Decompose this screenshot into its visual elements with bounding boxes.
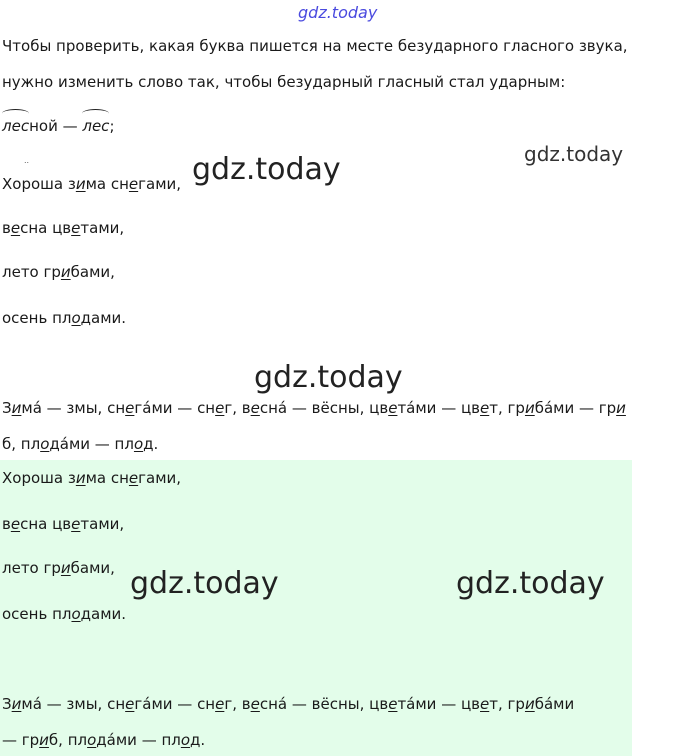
- example-end: ;: [109, 117, 115, 135]
- text-segment: ма́ — змы, сн: [21, 399, 126, 417]
- orthogram-letter: о: [133, 435, 144, 453]
- text-segment: г, в: [224, 399, 251, 417]
- orthogram-letter: о: [71, 309, 81, 327]
- text-segment: З: [2, 695, 12, 713]
- watermark-3: gdz.today: [254, 360, 403, 395]
- orthogram-letter: и: [60, 559, 71, 577]
- text-segment: б, пл: [48, 731, 88, 749]
- text-segment: ба́ми: [534, 695, 575, 713]
- orthogram-letter: и: [524, 695, 535, 713]
- intro-line-1: Чтобы проверить, какая буква пишется на месте безударного гласного звука,: [2, 37, 628, 55]
- text-segment: дами.: [80, 605, 127, 623]
- text-segment: Хороша з: [2, 469, 76, 487]
- intro-line-2: нужно изменить слово так, чтобы безударный гласный стал ударным:: [2, 73, 566, 91]
- orthogram-letter: е: [250, 399, 260, 417]
- poem-line-4: [2, 308, 126, 328]
- text-segment: га́ми — сн: [134, 399, 216, 417]
- poem2-line-2: [2, 514, 124, 534]
- text-segment: ма́ — змы, сн: [21, 695, 126, 713]
- root-mark-2: лес: [82, 117, 110, 135]
- orthogram-letter: е: [10, 515, 21, 533]
- text-segment: т, гр: [489, 695, 525, 713]
- answer2-line-1: [2, 694, 574, 714]
- text-segment: осень пл: [2, 309, 72, 327]
- orthogram-letter: и: [616, 399, 626, 417]
- orthogram-letter: и: [75, 175, 86, 193]
- text-segment: ба́ми — гр: [534, 399, 617, 417]
- root-mark-1: лес: [2, 117, 30, 135]
- answer-line-2: [2, 434, 158, 454]
- orthogram-letter: е: [71, 515, 81, 533]
- example-line: [2, 116, 115, 136]
- orthogram-letter: и: [11, 399, 22, 417]
- orthogram-letter: и: [75, 469, 86, 487]
- poem2-line-3: [2, 558, 115, 578]
- poem-line-2: [2, 218, 124, 238]
- text-segment: сна цв: [20, 515, 72, 533]
- watermark-top: gdz.today: [298, 3, 378, 22]
- orthogram-letter: о: [87, 731, 97, 749]
- text-segment: гами,: [138, 175, 182, 193]
- text-segment: та́ми — цв: [397, 399, 481, 417]
- answer-line-1: [2, 398, 626, 418]
- orthogram-letter: о: [180, 731, 191, 749]
- orthogram-letter: е: [250, 695, 260, 713]
- orthogram-letter: е: [388, 695, 398, 713]
- text-segment: д.: [190, 731, 206, 749]
- orthogram-letter: е: [480, 695, 490, 713]
- dots: ..: [24, 156, 30, 165]
- text-segment: лето гр: [2, 559, 61, 577]
- orthogram-letter: е: [125, 695, 135, 713]
- text-segment: тами,: [80, 219, 125, 237]
- watermark-5: gdz.today: [456, 566, 605, 601]
- poem-line-3: [2, 262, 115, 282]
- text-segment: д.: [143, 435, 159, 453]
- orthogram-letter: е: [480, 399, 490, 417]
- text-segment: З: [2, 399, 12, 417]
- text-segment: ма сн: [85, 469, 129, 487]
- orthogram-letter: и: [39, 731, 49, 749]
- text-segment: та́ми — цв: [397, 695, 481, 713]
- orthogram-letter: е: [215, 695, 225, 713]
- text-segment: сна цв: [20, 219, 72, 237]
- text-segment: б, пл: [2, 435, 41, 453]
- text-segment: тами,: [80, 515, 125, 533]
- poem2-line-1: [2, 468, 181, 488]
- text-segment: да́ми — пл: [96, 731, 181, 749]
- text-segment: т, гр: [489, 399, 525, 417]
- poem-line-1: [2, 174, 181, 194]
- text-segment: осень пл: [2, 605, 72, 623]
- answer2-line-2: [2, 730, 205, 750]
- text-segment: гами,: [138, 469, 182, 487]
- example-text: ной —: [29, 117, 83, 135]
- text-segment: г, в: [224, 695, 251, 713]
- text-segment: лето гр: [2, 263, 61, 281]
- orthogram-letter: и: [11, 695, 22, 713]
- text-segment: бами,: [70, 559, 115, 577]
- orthogram-letter: е: [128, 469, 139, 487]
- orthogram-letter: и: [60, 263, 71, 281]
- text-segment: бами,: [70, 263, 115, 281]
- orthogram-letter: е: [10, 219, 21, 237]
- poem2-line-4: [2, 604, 126, 624]
- text-segment: в: [2, 515, 11, 533]
- orthogram-letter: е: [125, 399, 135, 417]
- text-segment: да́ми — пл: [49, 435, 134, 453]
- text-segment: — гр: [2, 731, 40, 749]
- watermark-2: gdz.today: [192, 152, 341, 187]
- watermark-4: gdz.today: [130, 566, 279, 601]
- orthogram-letter: е: [128, 175, 139, 193]
- watermark-1: gdz.today: [524, 142, 624, 166]
- text-segment: ма сн: [85, 175, 129, 193]
- orthogram-letter: е: [215, 399, 225, 417]
- text-segment: в: [2, 219, 11, 237]
- text-segment: сна́ — вёсны, цв: [259, 695, 389, 713]
- text-segment: дами.: [80, 309, 127, 327]
- orthogram-letter: о: [40, 435, 50, 453]
- orthogram-letter: о: [71, 605, 81, 623]
- text-segment: га́ми — сн: [134, 695, 216, 713]
- orthogram-letter: и: [524, 399, 535, 417]
- orthogram-letter: е: [388, 399, 398, 417]
- text-segment: Хороша з: [2, 175, 76, 193]
- orthogram-letter: е: [71, 219, 81, 237]
- text-segment: сна́ — вёсны, цв: [259, 399, 389, 417]
